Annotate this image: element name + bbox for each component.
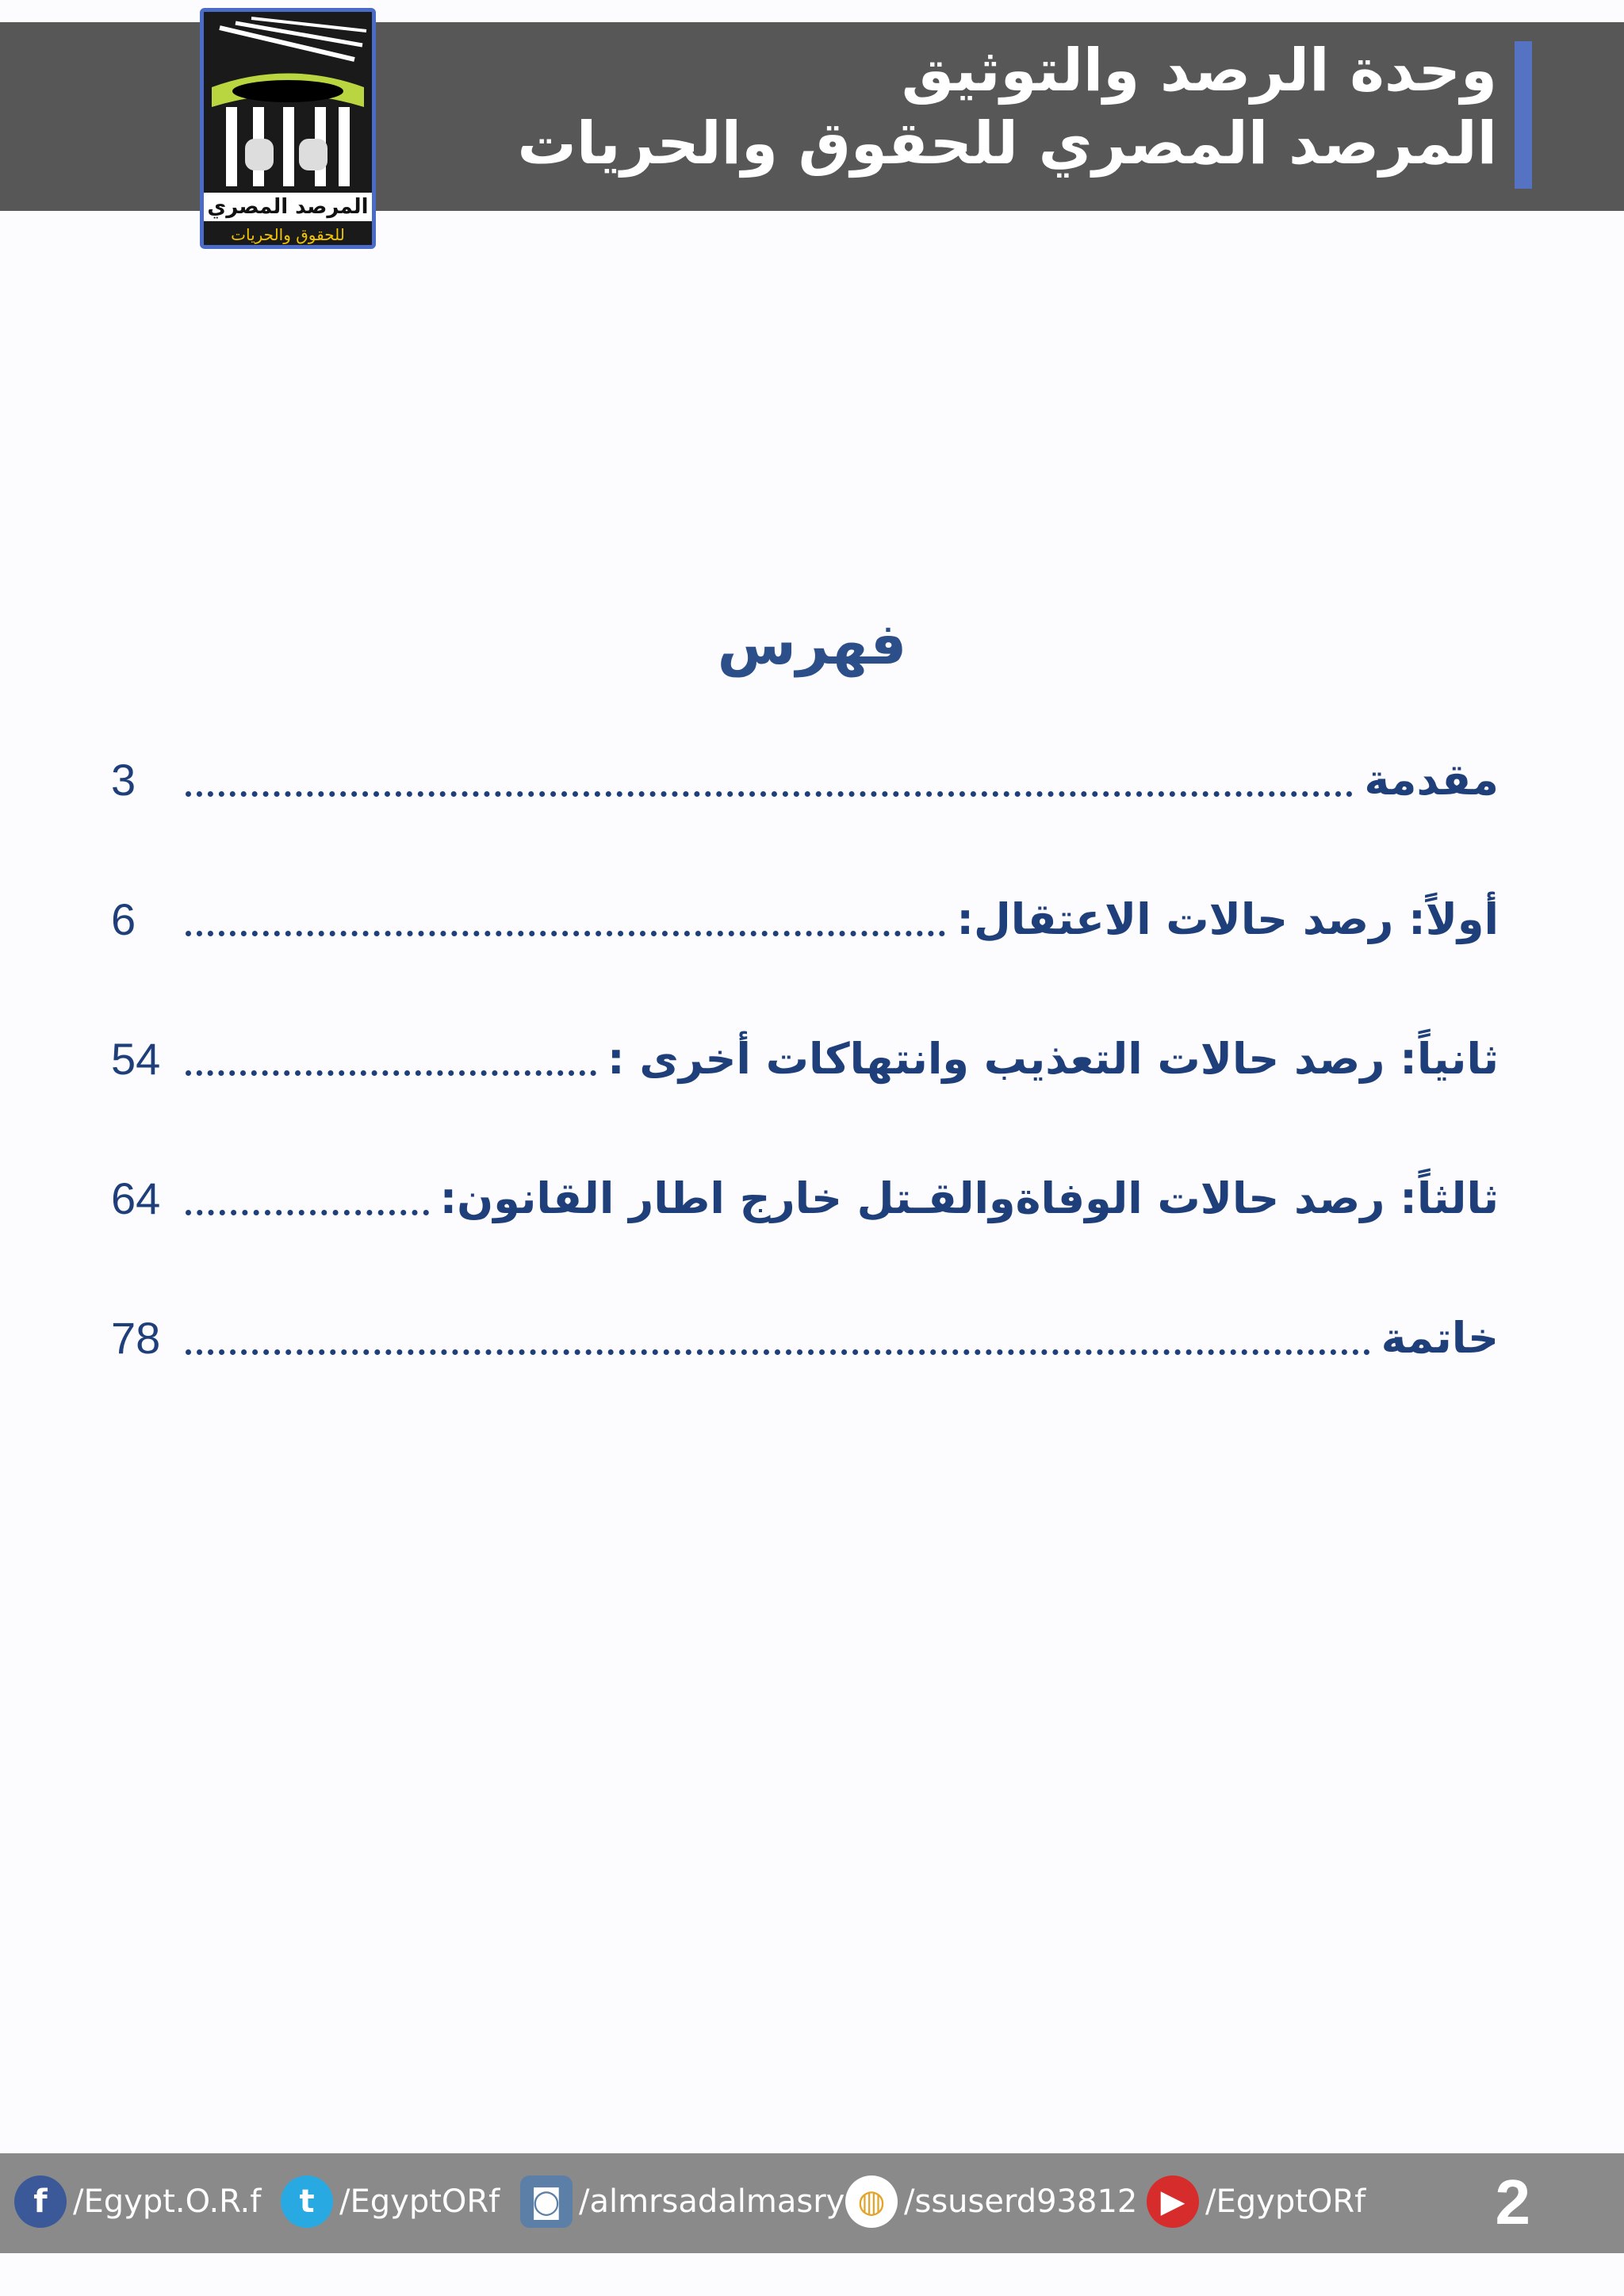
instagram-handle: /almrsadalmasry	[579, 2183, 845, 2220]
facebook-icon: f	[14, 2175, 67, 2228]
toc-entry-page: 78	[111, 1312, 161, 1363]
toc-title: فهرس	[717, 610, 907, 677]
toc-entry-label: خاتمة	[1381, 1312, 1499, 1363]
slideshare-icon: ◍	[845, 2175, 898, 2228]
youtube-handle: /EgyptORf	[1205, 2183, 1366, 2220]
instagram-link[interactable]	[520, 2175, 845, 2228]
slideshare-handle: /ssuserd93812	[904, 2183, 1138, 2220]
toc-entry-label: مقدمة	[1364, 754, 1499, 805]
toc-leader-dots	[186, 1349, 1370, 1355]
toc-entry-label: أولاً: رصد حالات الاعتقال:	[956, 894, 1499, 944]
toc-entry-page: 64	[111, 1173, 161, 1223]
logo-subtitle: للحقوق والحريات	[231, 225, 345, 244]
toc-leader-dots	[186, 791, 1353, 797]
facebook-link[interactable]	[14, 2175, 261, 2228]
header-org-title: المرصد المصري للحقوق والحريات	[517, 109, 1497, 178]
toc-leader-dots	[186, 931, 945, 936]
toc-entry-deaths[interactable]	[111, 1162, 1499, 1234]
toc-entry-page: 54	[111, 1033, 161, 1084]
toc-entry-detentions[interactable]	[111, 883, 1499, 955]
header-unit-title: وحدة الرصد والتوثيق	[901, 36, 1497, 105]
logo-name: المرصد المصري	[204, 193, 372, 221]
organization-logo	[200, 8, 376, 249]
twitter-icon: t	[281, 2175, 333, 2228]
header-accent	[1515, 41, 1532, 189]
toc-entry-page: 6	[111, 894, 136, 944]
toc-entry-conclusion[interactable]	[111, 1302, 1499, 1373]
youtube-link[interactable]	[1147, 2175, 1365, 2228]
slideshare-link[interactable]	[845, 2175, 1137, 2228]
facebook-handle: /Egypt.O.R.f	[73, 2183, 262, 2220]
page-number: 2	[1495, 2167, 1530, 2237]
toc-leader-dots	[186, 1070, 596, 1076]
instagram-icon: ◙	[520, 2175, 573, 2228]
toc-entry-intro[interactable]	[111, 744, 1499, 815]
toc-entry-label: ثانياً: رصد حالات التعذيب وانتهاكات أخرى :	[607, 1033, 1499, 1084]
twitter-handle: /EgyptORf	[339, 2183, 500, 2220]
toc-entry-label: ثالثاً: رصد حالات الوفاةوالقـتل خارج اطار القانون:	[439, 1173, 1499, 1223]
toc-entry-page: 3	[111, 754, 136, 805]
toc-leader-dots	[186, 1210, 429, 1215]
toc-entry-torture[interactable]	[111, 1023, 1499, 1094]
youtube-icon: ▶	[1147, 2175, 1199, 2228]
twitter-link[interactable]	[281, 2175, 500, 2228]
